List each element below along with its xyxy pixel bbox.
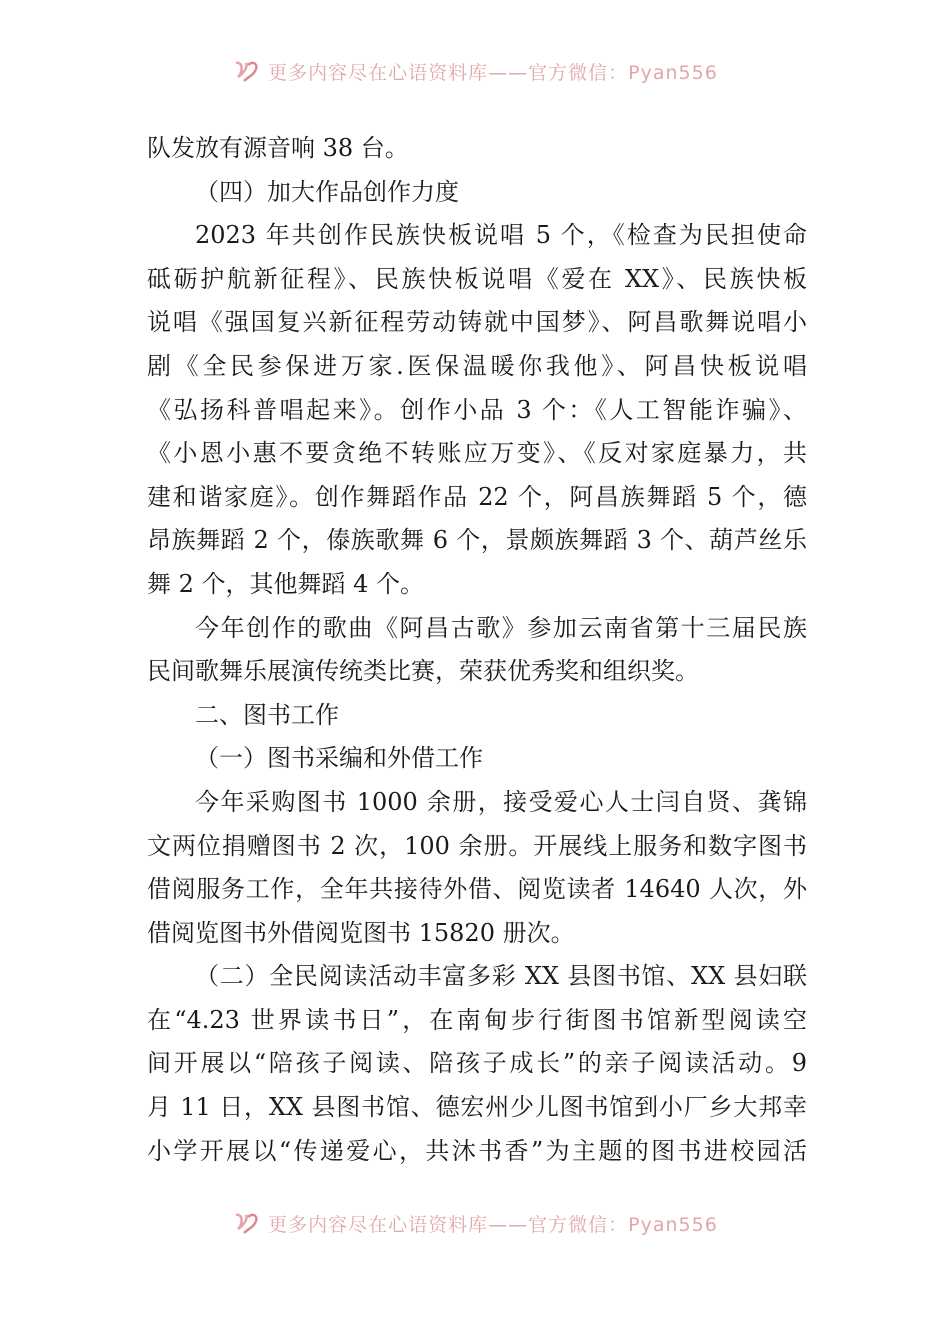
text-line: （二）全民阅读活动丰富多彩 XX 县图书馆、XX 县妇联: [195, 962, 807, 991]
text-line: 今年采购图书 1000 余册，接受爱心人士闫自贤、龚锦: [195, 787, 807, 816]
text-line: 《小恩小惠不要贪绝不转账应万变》、《反对家庭暴力，共: [147, 439, 807, 468]
heart-logo-icon: [232, 59, 262, 83]
text-line: 在“4.23 世界读书日”，在南甸步行街图书馆新型阅读空: [147, 1005, 807, 1034]
text-line: 剧《全民参保进万家.医保温暖你我他》、阿昌快板说唱: [147, 351, 807, 380]
text-line: 说唱《强国复兴新征程劳动铸就中国梦》、阿昌歌舞说唱小: [147, 308, 807, 337]
text-line: 月 11 日，XX 县图书馆、德宏州少儿图书馆到小厂乡大邦幸: [147, 1093, 807, 1122]
text-line: 昂族舞蹈 2 个，傣族歌舞 6 个，景颇族舞蹈 3 个、葫芦丝乐: [147, 526, 807, 555]
document-body: [147, 127, 807, 1173]
text-line: 小学开展以“传递爱心，共沐书香”为主题的图书进校园活: [147, 1136, 807, 1165]
watermark-text: 更多内容尽在心语资料库——官方微信：Pyan556: [268, 1213, 718, 1236]
text-line: 队发放有源音响 38 台。: [147, 134, 409, 162]
text-line: 民间歌舞乐展演传统类比赛，荣获优秀奖和组织奖。: [147, 657, 699, 686]
text-line: 建和谐家庭》。创作舞蹈作品 22 个，阿昌族舞蹈 5 个，德: [147, 482, 807, 511]
text-line: 借阅览图书外借阅览图书 15820 册次。: [147, 918, 575, 947]
watermark-text: 更多内容尽在心语资料库——官方微信：Pyan556: [268, 61, 718, 84]
text-line: 间开展以“陪孩子阅读、陪孩子成长”的亲子阅读活动。9: [147, 1049, 807, 1078]
text-line: （一）图书采编和外借工作: [195, 744, 483, 773]
text-line: 文两位捐赠图书 2 次，100 余册。开展线上服务和数字图书: [147, 831, 807, 860]
heart-logo-icon: [232, 1211, 262, 1235]
text-line: 《弘扬科普唱起来》。创作小品 3 个：《人工智能诈骗》、: [147, 395, 807, 424]
header-watermark: [0, 56, 950, 86]
text-line: 二、图书工作: [195, 700, 339, 729]
text-line: 借阅服务工作，全年共接待外借、阅览读者 14640 人次，外: [147, 875, 807, 904]
text-line: （四）加大作品创作力度: [195, 177, 459, 206]
text-line: 砥砺护航新征程》、民族快板说唱《爱在 XX》、民族快板: [147, 264, 807, 293]
text-line: 2023 年共创作民族快板说唱 5 个，《检查为民担使命: [195, 221, 807, 250]
text-line: 今年创作的歌曲《阿昌古歌》参加云南省第十三届民族: [195, 613, 807, 642]
footer-watermark: [0, 1208, 950, 1238]
text-line: 舞 2 个，其他舞蹈 4 个。: [147, 569, 425, 598]
